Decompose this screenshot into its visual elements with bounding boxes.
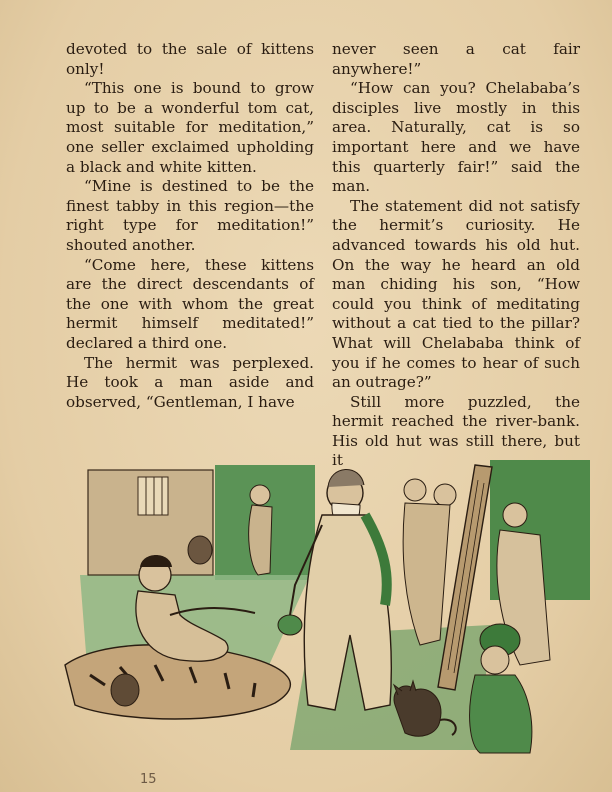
boy-body bbox=[470, 675, 532, 753]
window bbox=[138, 477, 168, 515]
paragraph: “This one is bound to grow up to be a wonderful tom cat, most suitable for meditation,” one seller exclaimed upholding a black and white kitten. bbox=[66, 79, 314, 176]
paragraph: The statement did not satisfy the hermit’s curiosity. He advanced towards his old hut. On the way he heard an old man chiding his son, “How could you think of meditating without a cat tied to the pillar? What will Chelababa think of you if he comes to hear of such an outrage?” bbox=[332, 196, 580, 392]
text-column-right bbox=[332, 40, 580, 471]
paragraph: “Come here, these kittens are the direct descendants of the one with whom the great hermit himself meditated!” declared a third one. bbox=[66, 255, 314, 352]
paragraph: “How can you? Chelababa’s disciples live mostly in this area. Naturally, cat is so important here and we have this quarterly fair!” said the man. bbox=[332, 79, 580, 196]
villager-head bbox=[434, 484, 456, 506]
paragraph: “Mine is destined to be the finest tabby in this region—the right type for meditation!” shouted another. bbox=[66, 177, 314, 254]
paragraph: devoted to the sale of kittens only! bbox=[66, 40, 314, 78]
illustration-hermit-scene bbox=[60, 455, 592, 755]
villager-head bbox=[503, 503, 527, 527]
boy-head bbox=[481, 646, 509, 674]
text-column-left bbox=[66, 40, 314, 412]
villager-head bbox=[404, 479, 426, 501]
villager-body bbox=[403, 503, 450, 645]
paragraph: Still more puzzled, the hermit reached the river-bank. His old hut was still there, but it bbox=[332, 392, 580, 470]
clay-pot bbox=[188, 536, 212, 564]
page-number: 15 bbox=[140, 772, 157, 787]
paragraph: never seen a cat fair anywhere!” bbox=[332, 40, 580, 78]
water-pot bbox=[278, 615, 302, 635]
paragraph: The hermit was perplexed. He took a man aside and observed, “Gentleman, I have bbox=[66, 353, 314, 411]
kettle bbox=[111, 674, 139, 706]
villager-head-background bbox=[250, 485, 270, 505]
